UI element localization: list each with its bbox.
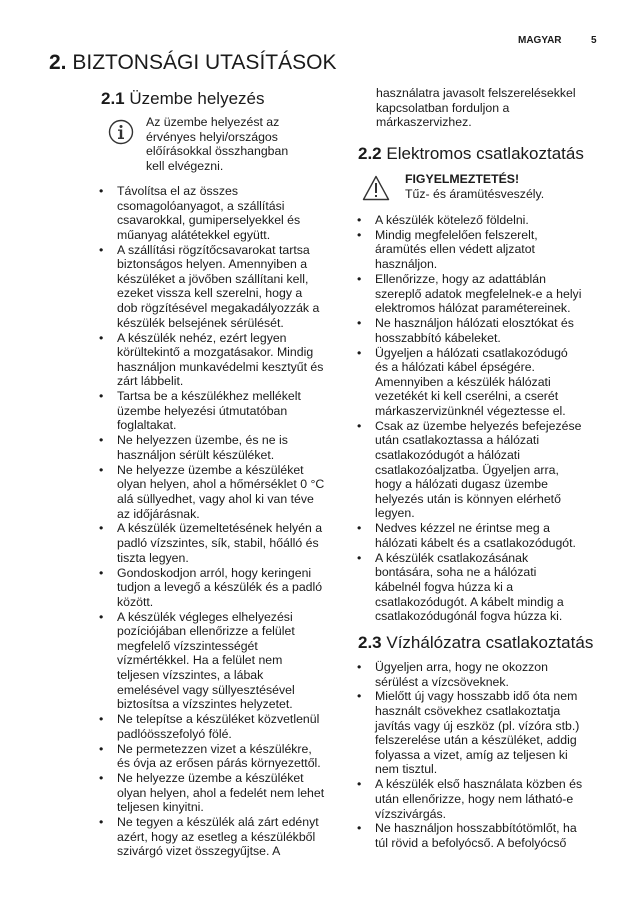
list-item-line: • A készülék kötelező földelni. [375, 213, 529, 227]
list-item-line: csatlakozódugót a hálózati [375, 447, 520, 462]
list-item-line: készülék belsejének sérülését. [117, 315, 284, 330]
list-item-line: csatlakozódugót. A kábelt mindig a [375, 594, 564, 609]
list-item-line: • Tartsa be a készülékhez mellékelt [117, 389, 301, 404]
info-icon [108, 119, 134, 150]
page-number: 5 [591, 35, 597, 46]
list-item-line: bontására, soha ne a hálózati [375, 565, 537, 580]
list-item-line: áramütés ellen védett aljzatot [375, 242, 535, 257]
list-item-line: műanyag alátétekkel együtt. [117, 227, 271, 242]
list-item-line: • Ne használjon hálózati elosztókat és [375, 316, 574, 331]
chapter-title [49, 51, 336, 75]
list-item-line: az időjárásnak. [117, 506, 200, 521]
list-item [357, 272, 607, 316]
section-number: 2.1 [101, 89, 125, 108]
section-title: Elektromos csatlakoztatás [386, 144, 584, 163]
header-language: MAGYAR [518, 35, 562, 46]
list-item-line: vízmértékkel. Ha a felület nem [117, 653, 283, 668]
list-item-line: javítás vagy új eszköz (pl. vízóra stb.) [375, 718, 580, 733]
list-item-line: helyezés után is könnyen elérhető [375, 491, 561, 506]
list-item-line: hosszabbító kábeleket. [375, 330, 501, 345]
list-item-line: • Mielőtt új vagy hosszabb idő óta nem [375, 689, 578, 704]
list-item-line: olyan helyen, ahol a fedelét nem lehet [117, 785, 325, 800]
text-line: kapcsolatban forduljon a [376, 100, 510, 115]
list-item-line: használjon munkavédelmi kesztyűt és [117, 359, 324, 374]
list-item-line: padló vízszintes, sík, stabil, hőálló és [117, 536, 319, 551]
list-item-line: alá süllyedhet, vagy ahol ki van téve [117, 491, 314, 506]
list-item-line: szereplő adatok megfelelnek-e a helyi [375, 286, 582, 301]
list-item-line: és a hálózati kábel épségére. [375, 360, 535, 375]
list-item-line: • Ne tegyen a készülék alá zárt edényt [117, 815, 319, 830]
list-item-line: biztosítsa a vízszintes helyzetet. [117, 697, 293, 712]
list-item-line: emelésével vagy süllyesztésével [117, 682, 295, 697]
list-item-line: • Távolítsa el az összes [117, 184, 238, 198]
list-item [357, 419, 607, 521]
text-line: érvényes helyi/országos [146, 129, 278, 144]
list-item [99, 610, 349, 712]
list-item-line: • Nedves kézzel ne érintse meg a [375, 521, 550, 536]
section-heading-2-2 [358, 144, 584, 164]
text-line: Az üzembe helyezést az [146, 115, 280, 129]
list-item [99, 433, 349, 462]
electrical-list [357, 213, 607, 624]
list-item-line: dob rögzítésével megakadályozzák a [117, 301, 320, 316]
list-item-line: folyassa a vizet, amíg az teljesen ki [375, 747, 568, 762]
list-item-line: • Ügyeljen a hálózati csatlakozódugó [375, 345, 568, 360]
list-item-line: legyen. [375, 506, 415, 521]
section-heading-2-3 [358, 633, 593, 653]
list-item-line: zárt lábbelit. [117, 374, 184, 389]
chapter-number: 2. [49, 51, 67, 74]
list-item-line: • A készülék első használata közben és [375, 777, 583, 792]
list-item [99, 243, 349, 331]
list-item-line: felszerelése után a készüléket, addig [375, 733, 577, 748]
list-item [99, 184, 349, 242]
installation-list [99, 184, 349, 859]
list-item [99, 742, 349, 771]
section-title: Vízhálózatra csatlakoztatás [386, 633, 594, 652]
list-item-line: között. [117, 594, 154, 609]
list-item [99, 815, 349, 859]
list-item [357, 660, 607, 689]
list-item [357, 689, 607, 777]
list-item-line: • Csak az üzembe helyezés befejezése [375, 418, 582, 433]
list-item-line: teljesen vízszintes, a lábak [117, 667, 264, 682]
section-heading-2-1 [101, 89, 265, 109]
water-connection-list [357, 660, 607, 851]
list-item-line: • A készülék végleges elhelyezési [117, 609, 293, 624]
list-item [99, 566, 349, 610]
list-item-line: padlóösszefolyó fölé. [117, 726, 232, 741]
list-item-line: foglaltakat. [117, 418, 177, 433]
list-item-line: túl rövid a befolyócső. A befolyócső [375, 836, 567, 851]
list-item [99, 463, 349, 521]
list-item-line: csatlakozóaljzatba. Ügyeljen arra, [375, 462, 559, 477]
list-item [357, 551, 607, 624]
list-item [357, 213, 607, 228]
list-item-line: üzembe helyezési útmutatóban [117, 403, 288, 418]
list-item-line: után csatlakoztassa a hálózati [375, 433, 540, 448]
list-item [99, 521, 349, 565]
continued-text [376, 86, 576, 130]
text-line: használatra javasolt felszerelésekkel [376, 86, 576, 100]
list-item-line: hogy a hálózati dugasz üzembe [375, 477, 548, 492]
list-item-line: készüléket a jövőben szállítani kell, [117, 271, 309, 286]
list-item [357, 821, 607, 850]
list-item-line: nem tisztul. [375, 762, 438, 777]
list-item-line: • Ne permetezzen vizet a készülékre, [117, 741, 312, 756]
list-item [99, 771, 349, 815]
list-item-line: • Ne telepítse a készüléket közvetlenül [117, 712, 320, 727]
list-item-line: azért, hogy az esetleg a készülékből [117, 829, 316, 844]
list-item-line: • Ne helyezze üzembe a készüléket [117, 771, 304, 786]
section-number: 2.2 [358, 144, 382, 163]
list-item-line: elektromos hálózat paramétereinek. [375, 301, 571, 316]
list-item-line: szivárgó vizet összegyűjtse. A [117, 844, 281, 859]
list-item-line: • A készülék üzemeltetésének helyén a [117, 521, 323, 536]
list-item-line: sérülést a vízcsöveknek. [375, 674, 509, 689]
list-item-line: csavarokkal, gumiperselyekkel és [117, 213, 301, 228]
list-item-line: • A készülék csatlakozásának [375, 550, 529, 565]
list-item-line: használjon. [375, 257, 438, 272]
list-item-line: Amennyiben a készülék hálózati [375, 374, 551, 389]
list-item-line: csomagolóanyagot, a szállítási [117, 198, 285, 213]
list-item [99, 712, 349, 741]
list-item-line: csatlakozódugónál fogva húzza ki. [375, 609, 563, 624]
text-line: kell elvégezni. [146, 158, 224, 173]
list-item-line: • Ügyeljen arra, hogy ne okozzon [375, 660, 548, 674]
section-title: Üzembe helyezés [129, 89, 265, 108]
chapter-title-text: BIZTONSÁGI UTASÍTÁSOK [72, 51, 337, 74]
list-item [357, 316, 607, 345]
list-item-line: • Mindig megfelelően felszerelt, [375, 227, 538, 242]
list-item-line: márkaszervizünknél végeztesse el. [375, 403, 566, 418]
list-item-line: és óvja az erősen párás környezettől. [117, 756, 321, 771]
text-line: márkaszervizhez. [376, 115, 472, 130]
list-item-line: • Gondoskodjon arról, hogy keringeni [117, 565, 312, 580]
list-item-line: • Ne helyezzen üzembe, és ne is [117, 433, 288, 448]
list-item [357, 521, 607, 550]
list-item-line: • Ellenőrizze, hogy az adattáblán [375, 271, 546, 286]
list-item-line: • A készülék nehéz, ezért legyen [117, 330, 287, 345]
list-item-line: • Ne helyezze üzembe a készüléket [117, 462, 304, 477]
list-item-line: • Ne használjon hosszabbítótömlőt, ha [375, 821, 577, 836]
list-item-line: teljesen kinyitni. [117, 800, 204, 815]
text-line: előírásokkal összhangban [146, 144, 289, 159]
list-item-line: pozíciójában ellenőrizze a felület [117, 624, 295, 639]
list-item-line: használjon sérült készüléket. [117, 447, 275, 462]
list-item-line: biztonságos helyen. Amennyiben a [117, 257, 308, 272]
installation-note [146, 115, 288, 173]
list-item-line: használt csövekhez csatlakoztatja [375, 704, 561, 719]
list-item-line: hálózati kábelt és a csatlakozódugót. [375, 535, 576, 550]
list-item-line: • A szállítási rögzítőcsavarokat tartsa [117, 242, 310, 257]
list-item-line: kábelnél fogva húzza ki a [375, 579, 514, 594]
list-item [99, 389, 349, 433]
warning-title: FIGYELMEZTETÉS! [405, 172, 520, 186]
list-item-line: olyan helyen, ahol a hőmérséklet 0 °C [117, 477, 325, 492]
list-item-line: vízszivárgás. [375, 806, 447, 821]
section-number: 2.3 [358, 633, 382, 652]
list-item [357, 777, 607, 821]
list-item-line: megfelelő vízszintességét [117, 638, 258, 653]
warning-triangle-icon [362, 175, 390, 206]
list-item [357, 228, 607, 272]
warning-text: Tűz- és áramütésveszély. [405, 186, 545, 201]
list-item [99, 331, 349, 389]
list-item-line: ezeket vissza kell szerelni, hogy a [117, 286, 303, 301]
warning-box [405, 172, 544, 201]
list-item-line: körültekintő a mozgatásakor. Mindig [117, 345, 314, 360]
list-item-line: vezetékét ki kell cserélni, a cserét [375, 389, 559, 404]
list-item [357, 346, 607, 419]
list-item-line: tudjon a levegő a készülék és a padló [117, 580, 323, 595]
list-item-line: tiszta legyen. [117, 550, 189, 565]
list-item-line: után ellenőrizze, hogy nem látható-e [375, 791, 574, 806]
